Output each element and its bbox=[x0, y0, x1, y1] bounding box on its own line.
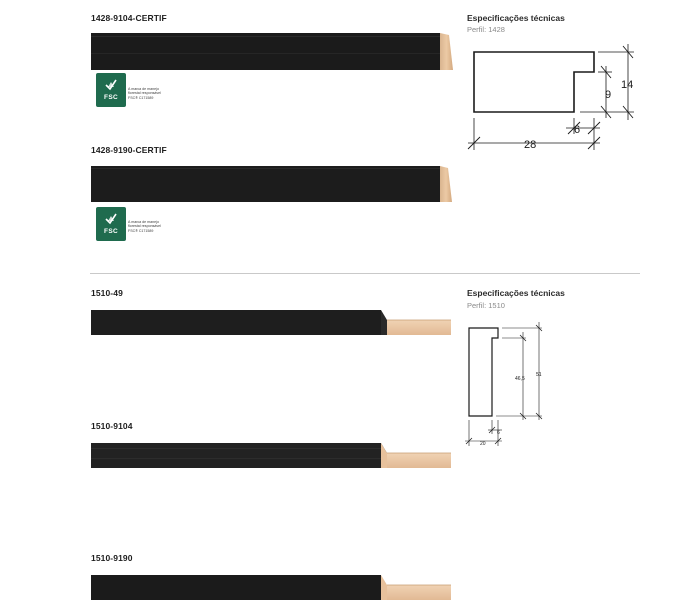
fsc-text-line1: A marca de manejo bbox=[128, 220, 159, 224]
fsc-logo bbox=[96, 207, 126, 241]
fsc-mark: FSC bbox=[104, 228, 118, 235]
dim-width-total: 28 bbox=[524, 139, 537, 151]
product-code: 1428-9104-CERTIF bbox=[91, 13, 167, 23]
product-code: 1428-9190-CERTIF bbox=[91, 145, 167, 155]
dim-height-inner: 46,5 bbox=[515, 376, 525, 382]
spec-profile: Perfil: 1510 bbox=[467, 301, 505, 310]
spec-profile: Perfil: 1428 bbox=[467, 25, 505, 34]
spec-title: Especificações técnicas bbox=[467, 13, 565, 23]
dim-rebate: 6 bbox=[574, 124, 581, 136]
molding-image bbox=[91, 166, 454, 204]
molding-image bbox=[91, 575, 453, 601]
molding-image bbox=[91, 443, 453, 469]
fsc-logo bbox=[96, 73, 126, 107]
molding-image bbox=[91, 310, 453, 336]
fsc-mark: FSC bbox=[104, 94, 118, 101]
section-divider bbox=[90, 273, 640, 274]
fsc-text-line1: A marca de manejo bbox=[128, 87, 159, 91]
spec-title: Especificações técnicas bbox=[467, 288, 565, 298]
profile-diagram-1510 bbox=[462, 318, 562, 452]
fsc-text bbox=[128, 87, 176, 100]
dim-height-inner: 9 bbox=[605, 89, 612, 101]
tree-checkmark-icon bbox=[104, 78, 118, 92]
dim-width-total: 20 bbox=[480, 441, 486, 447]
fsc-text-line2: florestal responsável bbox=[128, 91, 161, 96]
tree-checkmark-icon bbox=[104, 212, 118, 226]
product-code: 1510-9190 bbox=[91, 553, 133, 563]
fsc-text-line2: florestal responsável bbox=[128, 224, 161, 229]
dim-rebate: 6 bbox=[497, 430, 500, 436]
fsc-text bbox=[128, 220, 176, 233]
product-code: 1510-49 bbox=[91, 288, 123, 298]
dim-height-total: 14 bbox=[621, 79, 634, 91]
profile-diagram-1428 bbox=[462, 42, 642, 157]
fsc-license: FSC® C171589 bbox=[128, 228, 154, 233]
molding-image bbox=[91, 33, 454, 71]
fsc-license: FSC® C171589 bbox=[128, 95, 154, 100]
product-code: 1510-9104 bbox=[91, 421, 133, 431]
dim-height-total: 51 bbox=[536, 372, 542, 378]
